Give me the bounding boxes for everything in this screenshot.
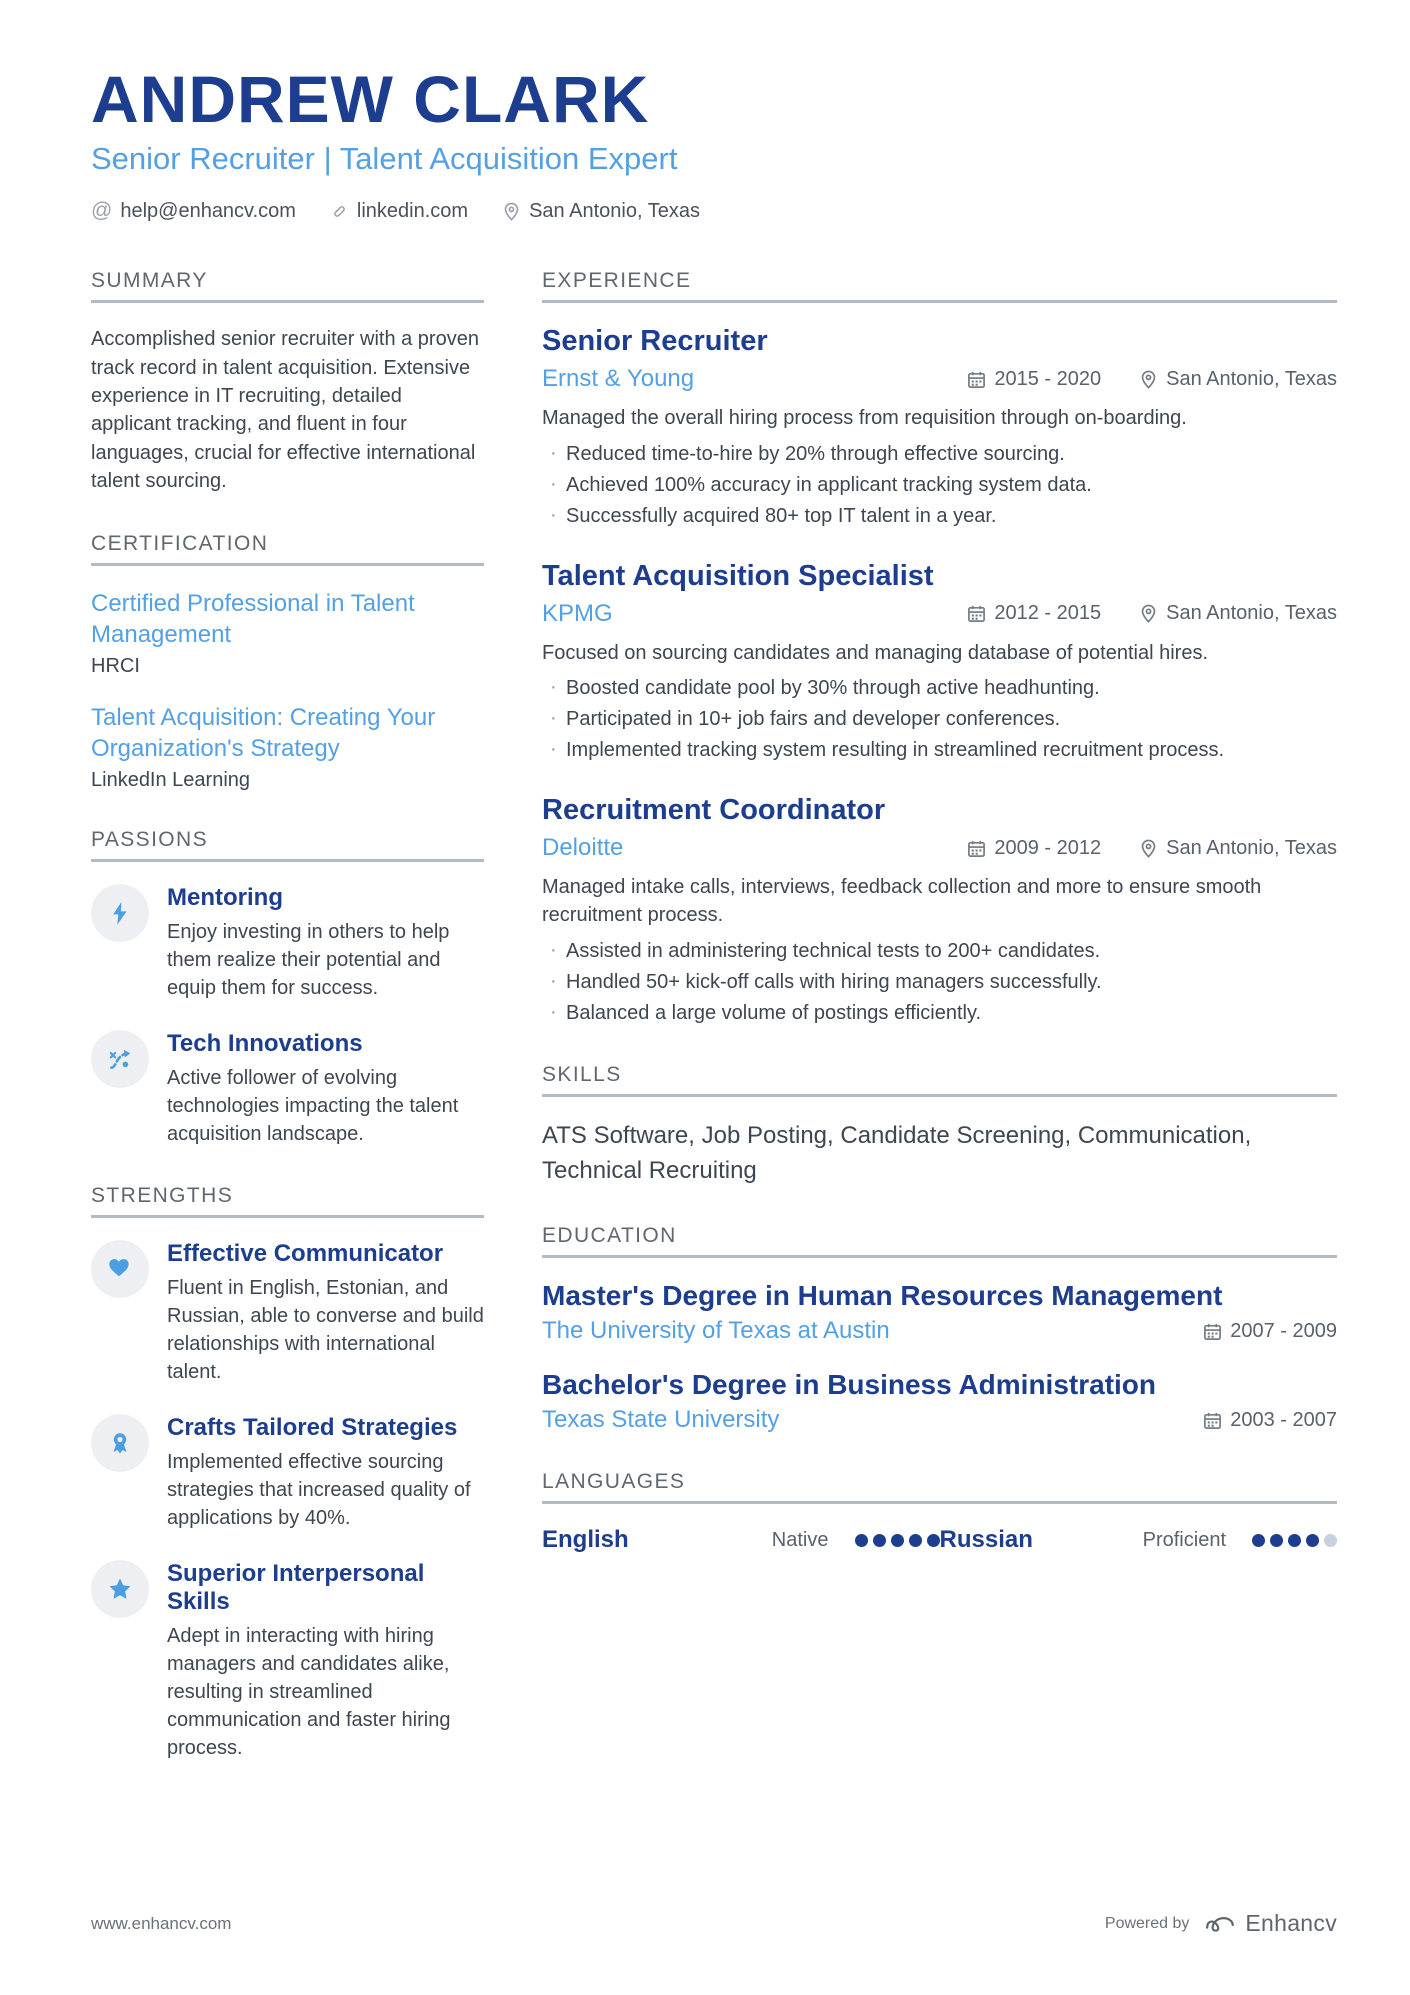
- job-bullets: [542, 937, 1337, 1027]
- location-pin-icon: [1139, 839, 1158, 858]
- location-pin-icon: [502, 202, 521, 221]
- email-text: help@enhancv.com: [120, 199, 296, 222]
- job-title: Recruitment Coordinator: [542, 794, 886, 827]
- calendar-icon: [967, 839, 986, 858]
- summary-heading: SUMMARY: [91, 269, 484, 303]
- passion-item: [91, 1030, 484, 1148]
- job-dates: 2012 - 2015: [967, 602, 1101, 625]
- job-location: San Antonio, Texas: [1139, 837, 1337, 860]
- job-dates: 2009 - 2012: [967, 837, 1101, 860]
- strength-icon-circle: [91, 1560, 149, 1618]
- certification-heading: CERTIFICATION: [91, 532, 484, 566]
- passions-heading: PASSIONS: [91, 828, 484, 862]
- strength-title: Superior Interpersonal Skills: [167, 1560, 425, 1616]
- languages-section: [542, 1470, 1337, 1554]
- job-bullet: · Participated in 10+ job fairs and developer conferences.: [542, 705, 1337, 733]
- skills-text: ATS Software, Job Posting, Candidate Screening, Communication, Technical Recruiting: [542, 1121, 1252, 1184]
- location-pin-icon: [1139, 604, 1158, 623]
- job-location: San Antonio, Texas: [1139, 368, 1337, 391]
- experience-entry: [542, 794, 1337, 1027]
- job-bullet: · Balanced a large volume of postings efficiently.: [542, 999, 1337, 1027]
- education-entry: [542, 1369, 1337, 1434]
- education-entry: [542, 1280, 1337, 1345]
- job-bullet: · Implemented tracking system resulting in streamlined recruitment process.: [542, 736, 1337, 764]
- education-heading: EDUCATION: [542, 1224, 1337, 1258]
- degree-title: Bachelor's Degree in Business Administration: [542, 1369, 1157, 1401]
- company-name[interactable]: Deloitte: [542, 834, 624, 862]
- strengths-section: [91, 1184, 484, 1762]
- candidate-title: Senior Recruiter | Talent Acquisition Expert: [91, 141, 678, 177]
- left-column: [91, 269, 484, 1798]
- language-level: Native: [771, 1528, 829, 1551]
- calendar-icon: [967, 370, 986, 389]
- enhancv-brand-link[interactable]: [1203, 1910, 1337, 1937]
- location-pin-icon: [1139, 370, 1158, 389]
- calendar-icon: [1203, 1322, 1222, 1341]
- job-summary: Managed intake calls, interviews, feedback collection and more to ensure smooth recruitment process.: [542, 876, 1262, 927]
- calendar-icon: [967, 604, 986, 623]
- linkedin-link[interactable]: [330, 200, 468, 223]
- enhancv-logo-icon: [1203, 1913, 1237, 1935]
- enhancv-site-link[interactable]: www.enhancv.com: [91, 1913, 232, 1933]
- experience-section: [542, 269, 1337, 1027]
- certification-item: [91, 702, 484, 792]
- heart-icon: [107, 1256, 133, 1282]
- job-bullet: · Assisted in administering technical tests to 200+ candidates.: [542, 937, 1337, 965]
- school-name[interactable]: Texas State University: [542, 1406, 780, 1434]
- link-icon: [330, 202, 349, 221]
- certification-title[interactable]: Certified Professional in Talent Management: [91, 589, 415, 648]
- right-column: [542, 269, 1337, 1798]
- passion-icon-circle: [91, 884, 149, 942]
- summary-text: Accomplished senior recruiter with a proven track record in talent acquisition. Extensive experience in IT recruiting, detailed applicant tracking, and fluent in four languages, crucial for effective international talent sourcing.: [91, 328, 479, 493]
- powered-by-label: Powered by: [1104, 1914, 1190, 1932]
- degree-title: Master's Degree in Human Resources Management: [542, 1280, 1223, 1312]
- certification-title[interactable]: Talent Acquisition: Creating Your Organization's Strategy: [91, 703, 436, 763]
- strength-text: Adept in interacting with hiring managers and candidates alike, resulting in streamlined communication and faster hiring process.: [167, 1625, 451, 1760]
- company-name[interactable]: Ernst & Young: [542, 365, 695, 393]
- strength-text: Fluent in English, Estonian, and Russian, able to converse and build relationships with international talent.: [167, 1277, 484, 1384]
- company-name[interactable]: KPMG: [542, 599, 613, 627]
- resume-header: [91, 64, 1337, 223]
- experience-heading: EXPERIENCE: [542, 269, 1337, 303]
- language-item: [940, 1526, 1338, 1554]
- job-location: San Antonio, Texas: [1139, 602, 1337, 625]
- passion-title: Tech Innovations: [167, 1030, 363, 1058]
- enhancv-brand-name: Enhancv: [1245, 1910, 1337, 1936]
- language-proficiency-dots: [855, 1534, 940, 1547]
- strength-text: Implemented effective sourcing strategies that increased quality of applications by 40%.: [167, 1451, 471, 1530]
- email-link[interactable]: [91, 199, 296, 223]
- linkedin-text: linkedin.com: [356, 199, 469, 222]
- strength-title: Effective Communicator: [167, 1240, 444, 1268]
- route-icon: [107, 1046, 133, 1072]
- job-bullets: [542, 440, 1337, 530]
- passion-text: Enjoy investing in others to help them realize their potential and equip them for success.: [167, 921, 450, 1000]
- job-title: Senior Recruiter: [542, 325, 768, 358]
- star-icon: [107, 1576, 133, 1602]
- education-dates: 2003 - 2007: [1203, 1409, 1337, 1432]
- language-level: Proficient: [1142, 1528, 1226, 1551]
- skills-heading: SKILLS: [542, 1063, 1337, 1097]
- calendar-icon: [1203, 1411, 1222, 1430]
- page-footer: [91, 1910, 1337, 1937]
- passion-item: [91, 884, 484, 1002]
- strength-item: [91, 1560, 484, 1762]
- experience-entry: [542, 560, 1337, 764]
- strength-icon-circle: [91, 1240, 149, 1298]
- summary-section: [91, 269, 484, 495]
- lightning-icon: [107, 900, 133, 926]
- certification-item: [91, 588, 484, 678]
- job-bullet: · Successfully acquired 80+ top IT talent in a year.: [542, 502, 1337, 530]
- language-name: Russian: [939, 1526, 1033, 1554]
- candidate-name: ANDREW CLARK: [91, 62, 650, 136]
- location-text: San Antonio, Texas: [529, 199, 700, 222]
- passion-title: Mentoring: [167, 884, 283, 912]
- job-bullets: [542, 674, 1337, 764]
- at-icon: @: [91, 199, 113, 223]
- medal-icon: [107, 1430, 133, 1456]
- powered-by: [1105, 1910, 1337, 1937]
- education-dates: 2007 - 2009: [1203, 1320, 1337, 1343]
- passion-text: Active follower of evolving technologies impacting the talent acquisition landscape.: [167, 1067, 459, 1146]
- job-summary: Managed the overall hiring process from requisition through on-boarding.: [542, 407, 1187, 430]
- passion-icon-circle: [91, 1030, 149, 1088]
- language-name: English: [542, 1526, 629, 1554]
- job-bullet: · Achieved 100% accuracy in applicant tracking system data.: [542, 471, 1337, 499]
- job-summary: Focused on sourcing candidates and managing database of potential hires.: [542, 641, 1209, 664]
- strength-title: Crafts Tailored Strategies: [167, 1414, 458, 1442]
- education-section: [542, 1224, 1337, 1434]
- school-name[interactable]: The University of Texas at Austin: [542, 1317, 890, 1345]
- strength-item: [91, 1414, 484, 1532]
- certification-section: [91, 532, 484, 793]
- contact-row: [91, 199, 1337, 223]
- strength-item: [91, 1240, 484, 1386]
- location-item: [502, 200, 700, 223]
- certification-org: HRCI: [91, 654, 140, 677]
- experience-entry: [542, 325, 1337, 529]
- job-title: Talent Acquisition Specialist: [542, 559, 934, 592]
- strength-icon-circle: [91, 1414, 149, 1472]
- language-proficiency-dots: [1252, 1534, 1337, 1547]
- job-bullet: · Reduced time-to-hire by 20% through effective sourcing.: [542, 440, 1337, 468]
- languages-heading: LANGUAGES: [542, 1470, 1337, 1504]
- job-dates: 2015 - 2020: [967, 368, 1101, 391]
- passions-section: [91, 828, 484, 1148]
- certification-org: LinkedIn Learning: [91, 769, 251, 792]
- language-item: [542, 1526, 940, 1554]
- job-bullet: · Handled 50+ kick-off calls with hiring managers successfully.: [542, 968, 1337, 996]
- job-bullet: · Boosted candidate pool by 30% through active headhunting.: [542, 674, 1337, 702]
- strengths-heading: STRENGTHS: [91, 1184, 484, 1218]
- skills-section: [542, 1063, 1337, 1189]
